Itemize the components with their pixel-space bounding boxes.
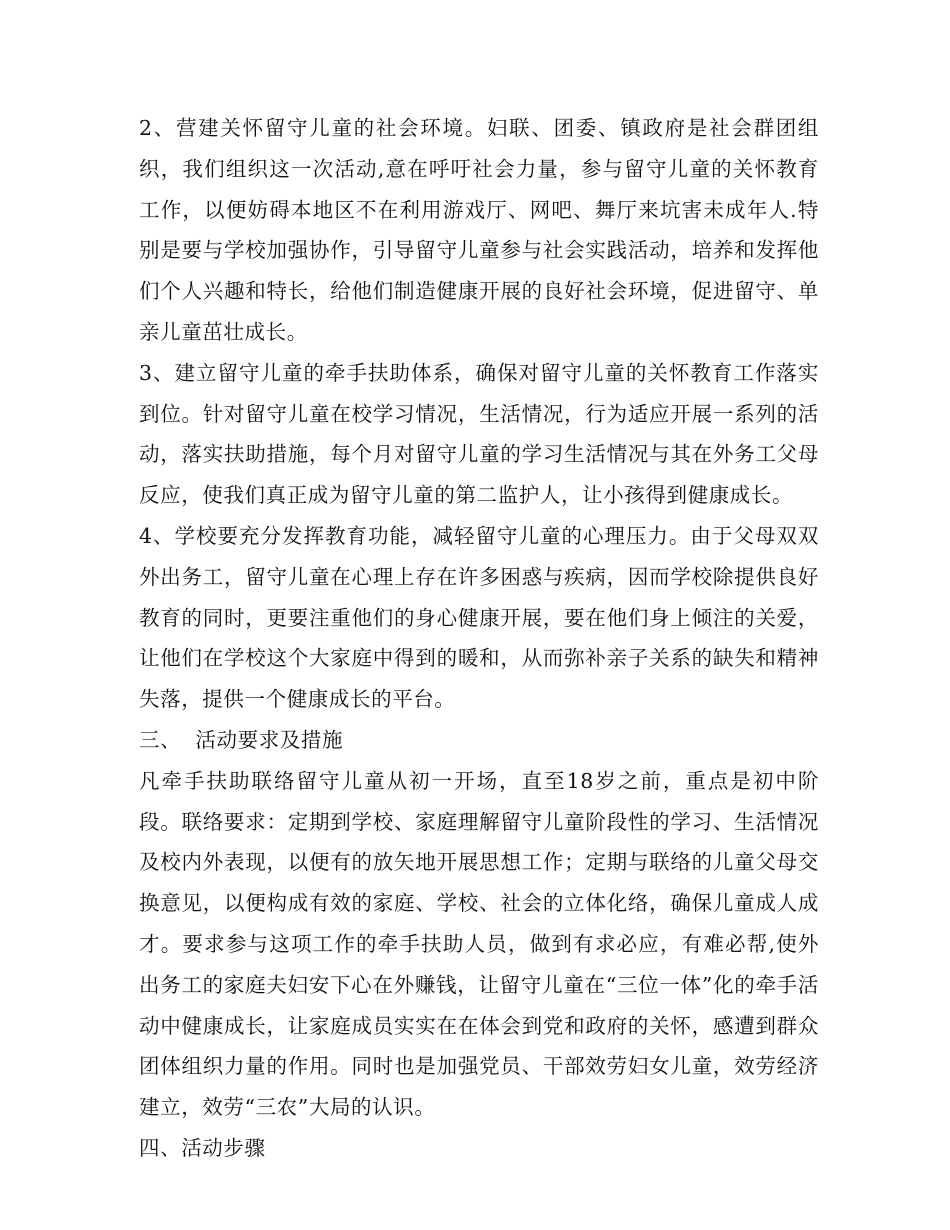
paragraph-requirements: 凡牵手扶助联络留守儿童从初一开场，直至18岁之前，重点是初中阶段。联络要求：定期到学校、家庭理解留守儿童阶段性的学习、生活情况及校内外表现，以便有的放矢地开展思想工作；定期与联络的儿童父母交换意见，以便构成有效的家庭、学校、社会的立体化络，确保儿童成人成才。要求参与这项工作的牵手扶助人员，做到有求必应，有难必帮,使外出务工的家庭夫妇安下心在外赚钱，让留守儿童在“三位一体”化的牵手活动中健康成长，让家庭成员实实在在体会到党和政府的关怀，感遭到群众团体组织力量的作用。同时也是加强党员、干部效劳妇女儿童，效劳经济建立，效劳“三农”大局的认识。 — [139, 768, 819, 1120]
paragraph-school-education: 4、学校要充分发挥教育功能，减轻留守儿童的心理压力。由于父母双双外出务工，留守儿童在心理上存在许多困惑与疾病，因而学校除提供良好教育的同时，更要注重他们的身心健康开展，要在他们身上倾注的关爱，让他们在学校这个大家庭中得到的暖和，从而弥补亲子关系的缺失和精神失落，提供一个健康成长的平台。 — [139, 523, 819, 712]
section-heading-steps: 四、活动步骤 — [139, 1135, 266, 1160]
document-body — [139, 108, 819, 1169]
paragraph-support-system: 3、建立留守儿童的牵手扶助体系，确保对留守儿童的关怀教育工作落实到位。针对留守儿童在校学习情况，生活情况，行为适应开展一系列的活动，落实扶助措施，每个月对留守儿童的学习生活情况与其在外务工父母反应，使我们真正成为留守儿童的第二监护人，让小孩得到健康成长。 — [139, 360, 819, 508]
paragraph-social-environment: 2、营建关怀留守儿童的社会环境。妇联、团委、镇政府是社会群团组织，我们组织这一次活动,意在呼吁社会力量，参与留守儿童的关怀教育工作，以便妨碍本地区不在利用游戏厅、网吧、舞厅来坑害未成年人.特别是要与学校加强协作，引导留守儿童参与社会实践活动，培养和发挥他们个人兴趣和特长，给他们制造健康开展的良好社会环境，促进留守、单亲儿童茁壮成长。 — [139, 116, 819, 344]
section-heading-requirements: 三、 活动要求及措施 — [139, 727, 344, 752]
